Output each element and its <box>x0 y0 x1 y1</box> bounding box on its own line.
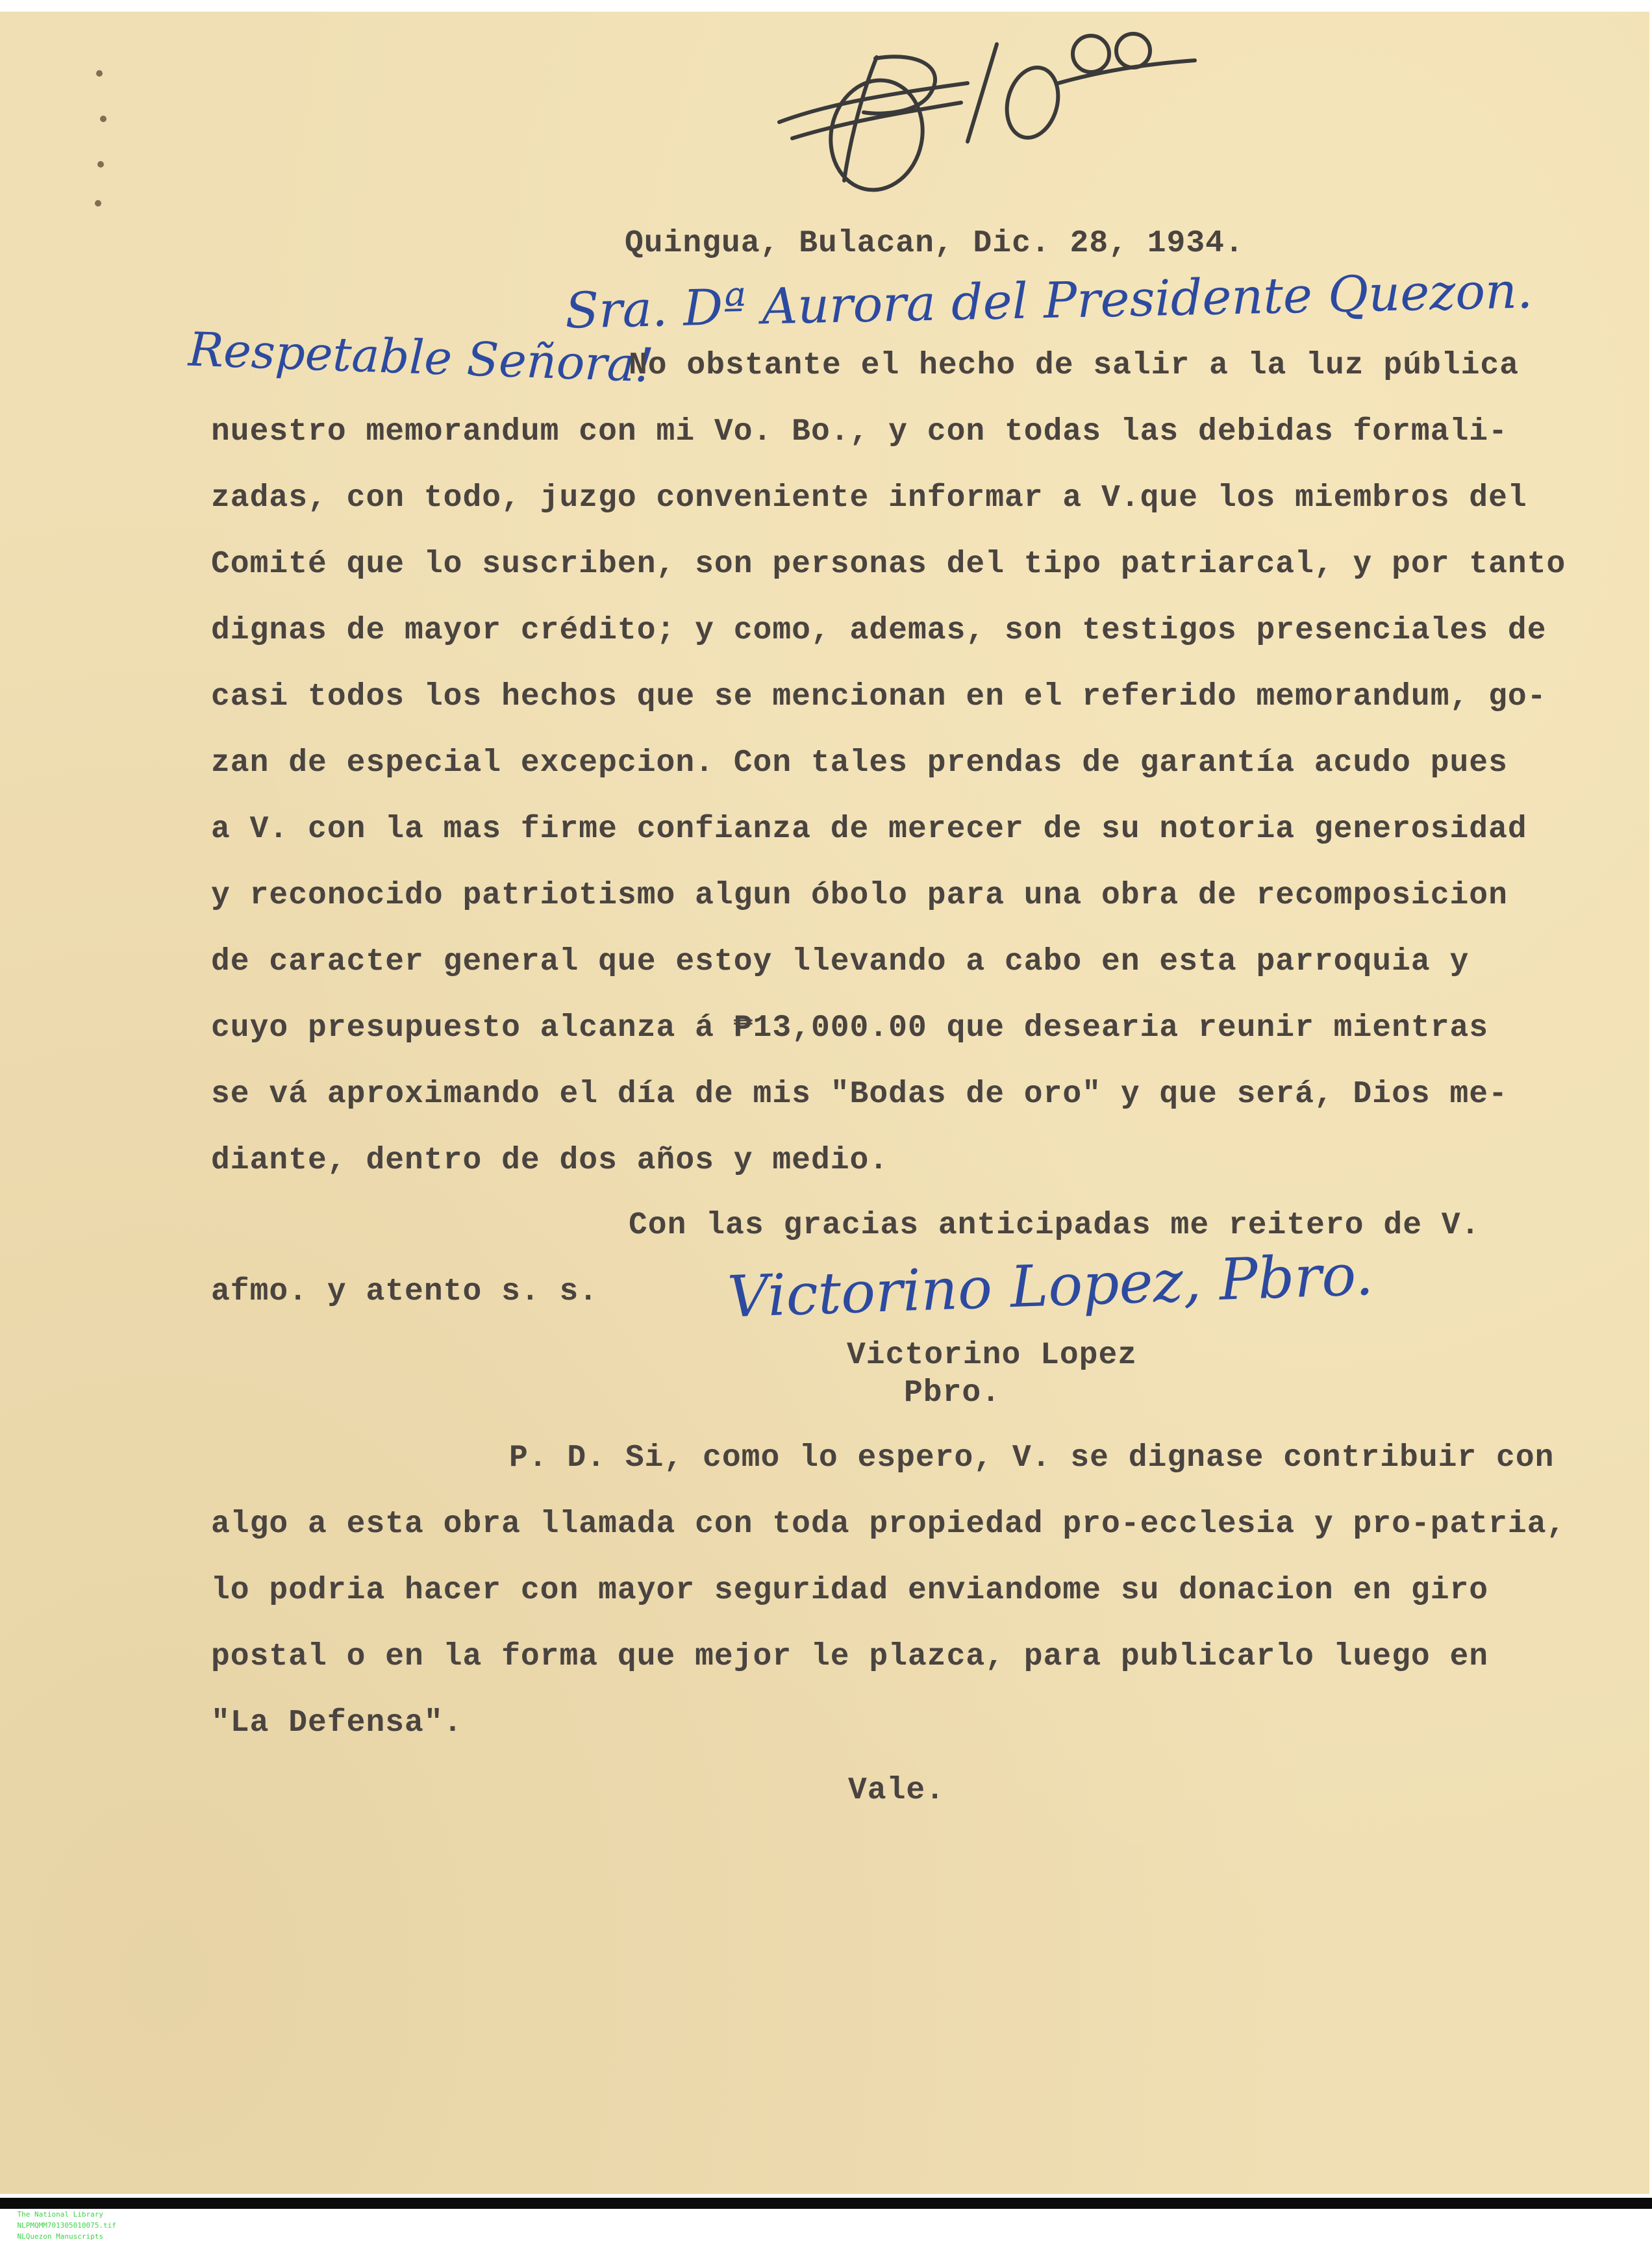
body-line: y reconocido patriotismo algun óbolo para una obra de recomposicion <box>211 878 1508 913</box>
letter-paper <box>0 12 1649 2194</box>
body-line: casi todos los hechos que se mencionan en el referido memorandum, go- <box>211 679 1547 714</box>
body-line: cuyo presupuesto alcanza á ₱13,000.00 que desearia reunir mientras <box>211 1011 1489 1046</box>
dateline: Quingua, Bulacan, Dic. 28, 1934. <box>625 226 1244 261</box>
body-line: No obstante el hecho de salir a la luz pública <box>629 348 1520 383</box>
body-line: nuestro memorandum con mi Vo. Bo., y con todas las debidas formali- <box>211 414 1508 449</box>
binding-hole <box>95 200 101 207</box>
binding-holes <box>91 70 117 265</box>
salutation-handwritten: Respetable Señora! <box>187 321 655 393</box>
binding-hole <box>96 70 103 77</box>
closing-line: Con las gracias anticipadas me reitero de V. <box>629 1208 1481 1243</box>
binding-hole <box>100 116 106 122</box>
typed-name: Victorino Lopez <box>847 1338 1138 1373</box>
footer-file: NLPMQMM701305010075.tif <box>17 2221 116 2230</box>
postscript-line: lo podria hacer con mayor seguridad enviandome su donacion en giro <box>211 1573 1489 1608</box>
postscript-line: algo a esta obra llamada con toda propiedad pro-ecclesia y pro-patria, <box>211 1507 1566 1542</box>
body-line: diante, dentro de dos años y medio. <box>211 1143 889 1178</box>
body-line: Comité que lo suscriben, son personas del tipo patriarcal, y por tanto <box>211 547 1566 582</box>
amount-annotation <box>753 25 1208 220</box>
signature-handwritten: Victorino Lopez, Pbro. <box>726 1240 1375 1331</box>
binding-hole <box>97 161 104 168</box>
typed-title: Pbro. <box>904 1376 1001 1411</box>
valediction: Vale. <box>848 1773 945 1808</box>
addressee-handwritten: Sra. Dª Aurora del Presidente Quezon. <box>564 261 1533 340</box>
body-line: zadas, con todo, juzgo conveniente informar a V.que los miembros del <box>211 481 1527 516</box>
body-line: de caracter general que estoy llevando a cabo en esta parroquia y <box>211 944 1470 979</box>
postscript-line: P. D. Si, como lo espero, V. se dignase contribuir con <box>509 1441 1555 1476</box>
closing-line: afmo. y atento s. s. <box>211 1274 599 1309</box>
body-line: dignas de mayor crédito; y como, ademas, son testigos presenciales de <box>211 613 1547 648</box>
body-line: se vá aproximando el día de mis "Bodas de oro" y que será, Dios me- <box>211 1077 1508 1112</box>
postscript-line: postal o en la forma que mejor le plazca, para publicarlo luego en <box>211 1639 1489 1674</box>
footer-collection: NLQuezon Manuscripts <box>17 2232 103 2241</box>
footer-library: The National Library <box>17 2210 103 2219</box>
body-line: zan de especial excepcion. Con tales prendas de garantía acudo pues <box>211 746 1508 781</box>
postscript-line: "La Defensa". <box>211 1705 463 1741</box>
archive-footer <box>0 2198 1652 2241</box>
body-line: a V. con la mas firme confianza de merecer de su notoria generosidad <box>211 812 1527 847</box>
